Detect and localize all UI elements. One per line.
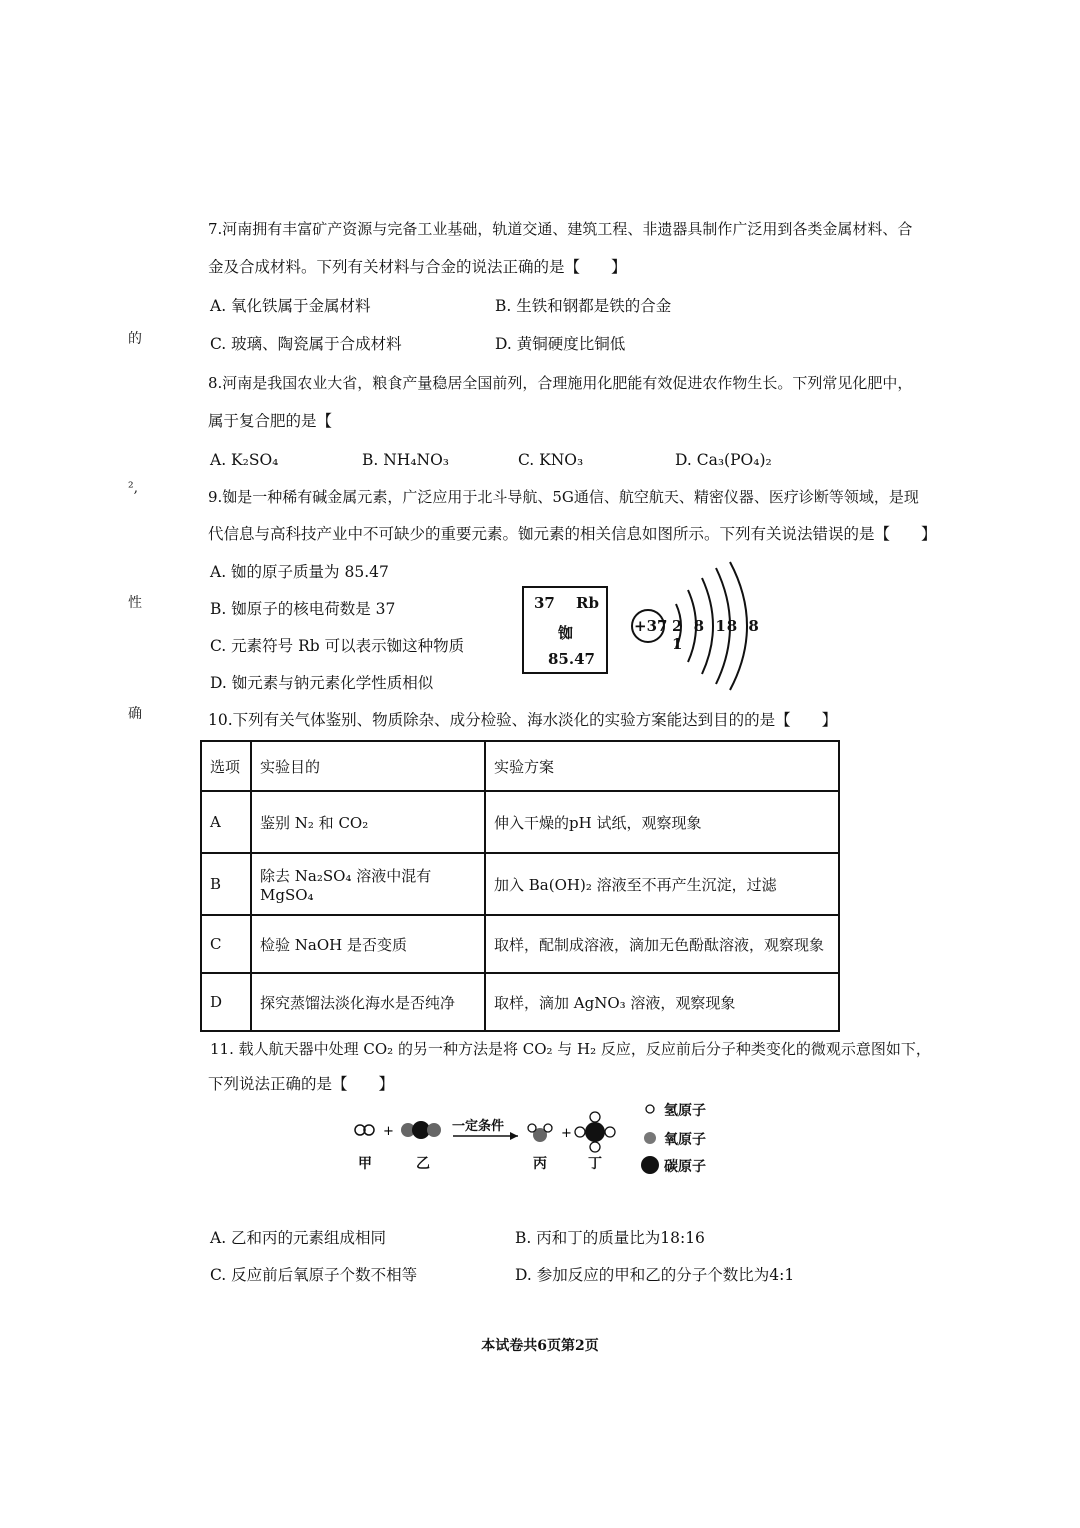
q11-option-a: A. 乙和丙的元素组成相同 <box>210 1229 387 1247</box>
table-row <box>201 973 839 1031</box>
table-cell: 检验 NaOH 是否变质 <box>251 915 485 973</box>
q8-option-d: D. Ca₃(PO₄)₂ <box>675 451 772 469</box>
table-header: 实验方案 <box>485 741 839 791</box>
table-cell: 除去 Na₂SO₄ 溶液中混有 MgSO₄ <box>251 853 485 915</box>
q8-option-b: B. NH₄NO₃ <box>362 451 450 469</box>
table-cell: 取样，滴加 AgNO₃ 溶液，观察现象 <box>485 973 839 1031</box>
q7-option-c: C. 玻璃、陶瓷属于合成材料 <box>210 335 402 353</box>
table-cell: D <box>201 973 251 1031</box>
table-cell: 探究蒸馏法淡化海水是否纯净 <box>251 973 485 1031</box>
q7-option-a: A. 氧化铁属于金属材料 <box>210 297 371 315</box>
table-row <box>201 791 839 853</box>
atom-structure-diagram <box>628 560 768 692</box>
q8-option-c: C. KNO₃ <box>518 451 584 469</box>
table-header: 实验目的 <box>251 741 485 791</box>
q8-stem-line1: 8.河南是我国农业大省，粮食产量稳居全国前列，合理施用化肥能有效促进农作物生长。下列常见化肥中， <box>208 374 913 392</box>
reaction-diagram <box>350 1095 730 1185</box>
atomic-number: 37 <box>534 594 555 612</box>
table-cell: 伸入干燥的pH 试纸，观察现象 <box>485 791 839 853</box>
table-cell: 鉴别 N₂ 和 CO₂ <box>251 791 485 853</box>
shell-electrons: 2 8 18 8 1 <box>672 617 760 653</box>
nucleus-charge: +37 <box>634 617 668 635</box>
q9-option-c: C. 元素符号 Rb 可以表示铷这种物质 <box>210 637 465 655</box>
table-row <box>201 853 839 915</box>
q9-stem-line2: 代信息与高科技产业中不可缺少的重要元素。铷元素的相关信息如图所示。下列有关说法错误的是【 】 <box>208 525 937 543</box>
margin-mark: 的 <box>128 331 142 347</box>
q11-stem-line2: 下列说法正确的是【 】 <box>208 1075 395 1093</box>
molecule-label: 乙 <box>416 1156 430 1172</box>
table-cell: 加入 Ba(OH)₂ 溶液至不再产生沉淀，过滤 <box>485 853 839 915</box>
table-cell: C <box>201 915 251 973</box>
q11-option-b: B. 丙和丁的质量比为18:16 <box>515 1229 705 1247</box>
molecule-label: 甲 <box>358 1156 372 1172</box>
legend-carbon: 碳原子 <box>664 1159 706 1175</box>
table-header: 选项 <box>201 741 251 791</box>
table-row <box>201 915 839 973</box>
experiment-table <box>200 740 840 1032</box>
margin-mark: 确 <box>128 706 142 722</box>
q7-option-b: B. 生铁和钢都是铁的合金 <box>495 297 672 315</box>
q7-stem-line2: 金及合成材料。下列有关材料与合金的说法正确的是【 】 <box>208 258 627 276</box>
margin-mark: 性 <box>128 595 142 611</box>
q11-option-d: D. 参加反应的甲和乙的分子个数比为4:1 <box>515 1266 795 1284</box>
table-cell: A <box>201 791 251 853</box>
page-footer: 本试卷共6页第2页 <box>481 1338 599 1354</box>
q9-option-d: D. 铷元素与钠元素化学性质相似 <box>210 674 434 692</box>
atomic-mass: 85.47 <box>548 650 595 668</box>
legend-hydrogen: 氢原子 <box>664 1103 706 1119</box>
q9-option-b: B. 铷原子的核电荷数是 37 <box>210 600 396 618</box>
table-header-row <box>201 741 839 791</box>
molecule-label: 丁 <box>588 1156 602 1172</box>
q8-option-a: A. K₂SO₄ <box>210 451 279 469</box>
element-name: 铷 <box>558 624 574 642</box>
svg-text:+: + <box>561 1126 572 1141</box>
q9-option-a: A. 铷的原子质量为 85.47 <box>210 563 389 581</box>
molecule-label: 丙 <box>533 1156 547 1172</box>
legend-oxygen: 氧原子 <box>664 1132 706 1148</box>
q11-option-c: C. 反应前后氧原子个数不相等 <box>210 1266 418 1284</box>
q8-stem-line2: 属于复合肥的是【 <box>208 412 333 430</box>
q7-stem-line1: 7.河南拥有丰富矿产资源与完备工业基础，轨道交通、建筑工程、非遗器具制作广泛用到各类金属材料、合 <box>208 220 913 238</box>
table-cell: B <box>201 853 251 915</box>
q11-stem-line1: 11. 载人航天器中处理 CO₂ 的另一种方法是将 CO₂ 与 H₂ 反应，反应前后分子种类变化的微观示意图如下， <box>210 1040 931 1058</box>
element-symbol: Rb <box>576 594 599 612</box>
table-cell: 取样，配制成溶液，滴加无色酚酞溶液，观察现象 <box>485 915 839 973</box>
margin-mark: ², <box>128 480 139 496</box>
element-card-rubidium <box>522 586 608 674</box>
q9-stem-line1: 9.铷是一种稀有碱金属元素，广泛应用于北斗导航、5G通信、航空航天、精密仪器、医疗诊断等领域，是现 <box>208 488 919 506</box>
q7-option-d: D. 黄铜硬度比铜低 <box>495 335 626 353</box>
q10-stem: 10.下列有关气体鉴别、物质除杂、成分检验、海水淡化的实验方案能达到目的的是【 】 <box>208 711 838 729</box>
svg-text:+: + <box>383 1124 394 1139</box>
reaction-condition: 一定条件 <box>452 1119 505 1134</box>
